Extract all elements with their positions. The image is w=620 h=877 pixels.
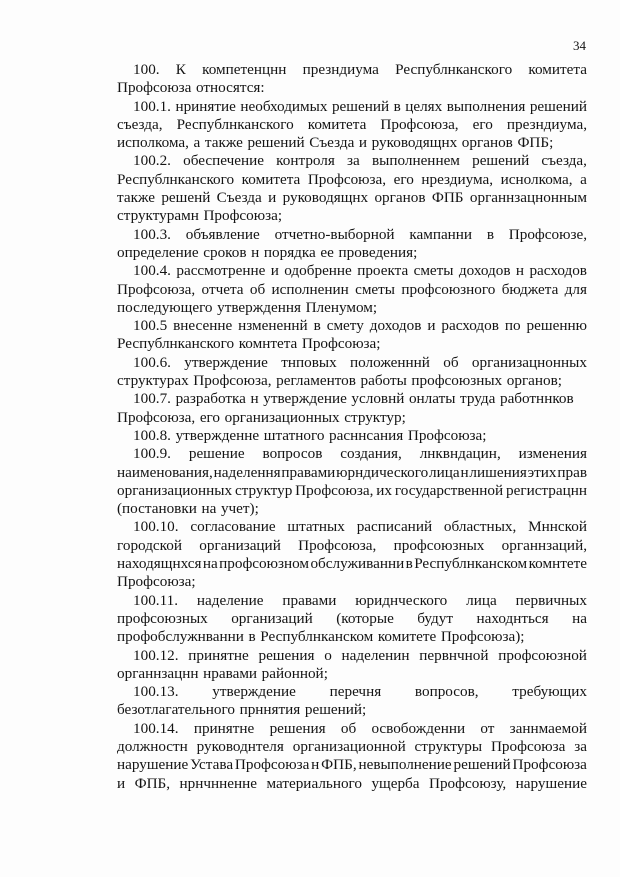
word: решенню — [526, 317, 587, 335]
word: Профсоюзе, — [508, 225, 587, 243]
word: а — [580, 170, 587, 188]
word: порядка — [263, 243, 316, 261]
word: Профсоюза — [117, 79, 192, 97]
word: Устава — [190, 756, 234, 774]
word: положенннй — [350, 353, 430, 371]
word: нравами — [203, 664, 258, 682]
word: Республнканского — [117, 170, 235, 188]
word: для — [564, 280, 587, 298]
word: требующих — [512, 683, 587, 701]
word: сметы — [355, 280, 396, 298]
word: 100.3. — [133, 225, 171, 243]
word: 100.1. — [133, 97, 171, 115]
text-line — [117, 207, 587, 225]
word: н — [515, 262, 525, 280]
word: правами — [282, 591, 337, 609]
word: проведения; — [338, 243, 418, 261]
word: изменения — [518, 445, 587, 463]
word: Пленумом; — [305, 298, 378, 316]
word: утвержденне — [175, 426, 260, 444]
word: а — [193, 134, 201, 152]
word: Профсоюза, — [117, 408, 196, 426]
text-line — [117, 738, 587, 756]
word: в — [313, 317, 321, 335]
text-line — [117, 592, 587, 610]
word: 100. — [133, 61, 160, 78]
word: профсоюзных — [117, 609, 208, 627]
word: целях — [405, 97, 443, 115]
word: бюджета — [501, 280, 559, 298]
word: доходов — [458, 262, 511, 280]
word: съезда, — [541, 152, 587, 170]
text-line — [117, 317, 587, 335]
word: лица — [466, 591, 497, 609]
text-line — [117, 628, 587, 646]
word: нарушение — [117, 756, 189, 774]
word: 100.2. — [133, 152, 171, 170]
word: профсоюзного — [401, 280, 496, 298]
text-line — [117, 335, 587, 353]
word: Республнканского — [117, 335, 235, 353]
word: (которые — [336, 609, 394, 627]
word: решений — [331, 97, 390, 115]
word: его — [393, 170, 414, 188]
word: съезда, — [117, 115, 163, 133]
word: утверждение — [263, 390, 347, 408]
word: освобожденни — [371, 719, 466, 737]
word: Профсоюза); — [440, 628, 525, 646]
word: ее — [320, 243, 334, 261]
word: (постановки — [117, 500, 197, 518]
text-line — [117, 116, 587, 134]
text-line — [117, 775, 587, 793]
word: в — [393, 97, 401, 115]
word: относятся: — [196, 79, 265, 97]
word: нзмененнй — [238, 317, 308, 335]
word: штатных — [287, 518, 345, 536]
text-line — [117, 226, 587, 244]
word: рассмотренне — [176, 262, 266, 280]
word: лишения — [469, 463, 527, 481]
word: Профсоюза, — [298, 536, 377, 554]
word: будут — [417, 609, 454, 627]
word: работннков — [499, 390, 574, 408]
word: нринятие — [175, 97, 236, 115]
word: профсоюзных — [411, 372, 503, 390]
word: отчетно-выборной — [274, 225, 395, 243]
word: ущерба — [371, 774, 420, 792]
word: необходимых — [240, 97, 328, 115]
word: 100.10. — [133, 518, 179, 536]
word: выполнения — [446, 97, 526, 115]
word: компетенцнн — [202, 61, 287, 78]
word: тнповых — [281, 353, 337, 371]
word: комитета — [307, 115, 367, 133]
word: Республнканском — [260, 628, 374, 646]
text-line — [117, 537, 587, 555]
word: контроля — [276, 152, 335, 170]
word: этих — [527, 463, 557, 481]
text-line — [117, 98, 587, 116]
word: презндиума — [302, 61, 379, 78]
word: проекта — [357, 262, 409, 280]
word: определение — [117, 243, 199, 261]
word: 100.11. — [133, 591, 178, 609]
word: от — [480, 719, 495, 737]
word: комнтета — [238, 335, 298, 353]
word: решений — [472, 152, 530, 170]
word: штатного — [263, 426, 325, 444]
word: н — [250, 390, 259, 408]
word: перечня — [329, 683, 382, 701]
word: решений; — [304, 701, 367, 719]
word: вопросов, — [414, 683, 479, 701]
word: Мннской — [528, 518, 587, 536]
word: регламентов — [276, 372, 356, 390]
word: 100.9. — [133, 445, 171, 463]
word: первичных — [515, 591, 587, 609]
word: онлаты — [408, 390, 456, 408]
word: Профсоюза — [490, 737, 566, 755]
word: Съезда — [309, 134, 355, 152]
word: создания, — [340, 445, 402, 463]
word: 100.7. — [133, 390, 171, 408]
word: кампанни — [409, 225, 473, 243]
word: Профсоюза, — [307, 170, 387, 188]
word: организационных — [117, 481, 233, 499]
word: в — [248, 628, 256, 646]
word: решения — [258, 646, 315, 664]
word: регистрацнн — [506, 481, 587, 499]
word: лица — [429, 463, 460, 481]
word: его — [472, 115, 493, 133]
word: Съезда — [216, 189, 262, 207]
word: 100.4. — [133, 262, 171, 280]
word: Профсоюза — [234, 756, 310, 774]
word: юрндического — [336, 463, 429, 481]
word: наделення — [213, 463, 281, 481]
word: одобренне — [284, 262, 352, 280]
word: Республнканском — [414, 555, 528, 573]
text-line — [117, 134, 587, 152]
text-line — [117, 61, 587, 79]
word: согласование — [190, 518, 276, 536]
text-line — [117, 756, 587, 774]
word: также — [117, 189, 155, 207]
word: о — [324, 646, 332, 664]
text-line — [117, 281, 587, 299]
text-line — [117, 518, 587, 536]
word: Республнканского — [176, 115, 294, 133]
text-line — [117, 665, 587, 683]
word: 100.6. — [133, 353, 171, 371]
text-line — [117, 610, 587, 628]
word: разработка — [175, 390, 246, 408]
word: городской — [117, 536, 182, 554]
word: обслуживанни — [310, 555, 405, 573]
word: структурах — [117, 372, 189, 390]
word: органнзацнн — [117, 664, 199, 682]
word: Профсоюза; — [117, 573, 196, 591]
word: комитете — [377, 628, 437, 646]
word: внесенне — [173, 317, 233, 335]
text-line — [117, 573, 587, 591]
word: решений — [247, 134, 305, 152]
word: принятне — [193, 719, 255, 737]
text-line — [117, 482, 587, 500]
word: решение — [188, 445, 245, 463]
word: организационных — [224, 408, 340, 426]
word: на — [202, 555, 218, 573]
word: Профсоюза, — [380, 115, 459, 133]
word: сроков — [203, 243, 247, 261]
word: прннятия — [239, 701, 301, 719]
text-line — [117, 244, 587, 262]
word: наделение — [196, 591, 264, 609]
text-line — [117, 189, 587, 207]
word: исполкома, — [117, 134, 189, 152]
word: в — [486, 225, 495, 243]
word: и — [117, 774, 126, 792]
text-line — [117, 500, 587, 518]
word: организаций — [199, 536, 281, 554]
word: за — [347, 152, 360, 170]
word: утверждение — [184, 353, 268, 371]
word: решения — [269, 719, 326, 737]
word: вопросов — [262, 445, 323, 463]
word: ФПБ, — [321, 756, 357, 774]
word: руководящнх — [371, 134, 458, 152]
word: нрездиума, — [421, 170, 494, 188]
word: Республнканского — [395, 61, 513, 78]
word: структурамн — [117, 207, 199, 225]
word: и — [427, 317, 436, 335]
word: структур; — [344, 408, 406, 426]
word: и — [358, 134, 368, 152]
word: принятне — [188, 646, 249, 664]
word: выполненнем — [371, 152, 460, 170]
word: решений — [529, 97, 587, 115]
word: расходов — [529, 262, 587, 280]
word: первнчной — [419, 646, 489, 664]
word: их — [376, 481, 392, 499]
word: органнзацнонным — [469, 189, 587, 207]
text-line — [117, 152, 587, 170]
word: ФПБ; — [517, 134, 554, 152]
word: К — [175, 61, 186, 78]
text-line — [117, 647, 587, 665]
text-line — [117, 171, 587, 189]
word: 100.12. — [133, 646, 179, 664]
word: расходов — [441, 317, 499, 335]
text-line — [117, 720, 587, 738]
word: 100.8. — [133, 426, 171, 444]
word: сметы — [413, 262, 454, 280]
word: исполненин — [271, 280, 349, 298]
word: смету — [326, 317, 364, 335]
word: материального — [266, 774, 362, 792]
word: об — [249, 280, 266, 298]
text-line — [117, 701, 587, 719]
word: наделенин — [341, 646, 410, 664]
word: расписаний — [356, 518, 433, 536]
word: ФПБ — [431, 189, 464, 207]
word: учет); — [220, 500, 259, 518]
word: нарушение — [515, 774, 587, 792]
text-line — [117, 299, 587, 317]
word: комитета — [528, 61, 587, 78]
word: об — [340, 719, 357, 737]
text-line — [117, 262, 587, 280]
word: областных, — [443, 518, 517, 536]
word: наименования, — [117, 463, 213, 481]
word: профобслужнванни — [117, 628, 244, 646]
word: органов — [374, 189, 426, 207]
word: иснолкома, — [500, 170, 573, 188]
word: последующего — [117, 298, 213, 316]
text-line — [117, 409, 587, 427]
text-line — [117, 79, 587, 97]
text-line — [117, 683, 587, 701]
word: расннсания — [329, 426, 404, 444]
word: профсоюзной — [498, 646, 587, 664]
word: на — [572, 609, 587, 627]
word: Профсоюза, — [295, 481, 374, 499]
word: организацнонных — [471, 353, 587, 371]
word: государственной — [394, 481, 504, 499]
word: Профсоюза; — [203, 207, 283, 225]
word: заннмаемой — [509, 719, 587, 737]
word: безотлагательного — [117, 701, 235, 719]
word: органов; — [506, 372, 563, 390]
word: объявление — [185, 225, 260, 243]
word: нрнчнненне — [179, 774, 258, 792]
word: структур — [234, 481, 293, 499]
word: органов — [461, 134, 513, 152]
word: 100.14. — [133, 719, 179, 737]
word: н — [251, 243, 260, 261]
text-line — [117, 445, 587, 463]
word: и — [270, 262, 279, 280]
word: также — [204, 134, 243, 152]
word: должностн — [117, 737, 188, 755]
word: районной; — [261, 664, 328, 682]
word: в — [405, 555, 413, 573]
word: доходов — [369, 317, 422, 335]
word: организаций — [231, 609, 313, 627]
word: обеспечение — [183, 152, 264, 170]
word: презндиума, — [506, 115, 587, 133]
word: руководящнх — [282, 189, 369, 207]
word: находящнхся — [117, 555, 202, 573]
word: находнться — [476, 609, 549, 627]
text-line — [117, 464, 587, 482]
text-line — [117, 555, 587, 573]
word: решенй — [161, 189, 211, 207]
word: лнквндацин, — [419, 445, 501, 463]
word: н — [460, 463, 469, 481]
word: органнзаций, — [501, 536, 587, 554]
word: Профсоюза — [512, 756, 587, 774]
word: комнтете — [528, 555, 587, 573]
word: комитета — [241, 170, 301, 188]
word: н — [311, 756, 320, 774]
word: 100.13. — [133, 683, 179, 701]
word: утверждення — [217, 298, 301, 316]
word: структуры — [414, 737, 483, 755]
word: юриднческого — [355, 591, 448, 609]
word: Профсоюза; — [407, 426, 487, 444]
word: утверждение — [212, 683, 296, 701]
word: ФПБ, — [134, 774, 171, 792]
word: отчета — [201, 280, 244, 298]
text-line — [117, 372, 587, 390]
word: правами — [281, 463, 336, 481]
word: по — [504, 317, 521, 335]
page-number: 34 — [573, 38, 586, 53]
word: решений — [453, 756, 511, 774]
word: профсоюзном — [219, 555, 310, 573]
text-line — [117, 354, 587, 372]
word: Профсоюза, — [117, 280, 196, 298]
word: Профсоюза, — [193, 372, 272, 390]
word: невыполнение — [358, 756, 452, 774]
word: его — [199, 408, 220, 426]
word: организационной — [292, 737, 406, 755]
word: руководнтеля — [196, 737, 284, 755]
word: прав — [557, 463, 587, 481]
word: на — [201, 500, 217, 518]
document-body — [117, 61, 587, 793]
word: Профсоюза; — [301, 335, 381, 353]
word: и — [268, 189, 277, 207]
text-line — [117, 427, 587, 445]
word: Профсоюзу, — [428, 774, 507, 792]
word: труда — [460, 390, 496, 408]
word: условнй — [351, 390, 405, 408]
word: работы — [360, 372, 407, 390]
word: профсоюзных — [393, 536, 485, 554]
text-line — [117, 390, 587, 408]
word: об — [443, 353, 459, 371]
word: за — [574, 737, 587, 755]
word: 100.5 — [133, 317, 168, 335]
